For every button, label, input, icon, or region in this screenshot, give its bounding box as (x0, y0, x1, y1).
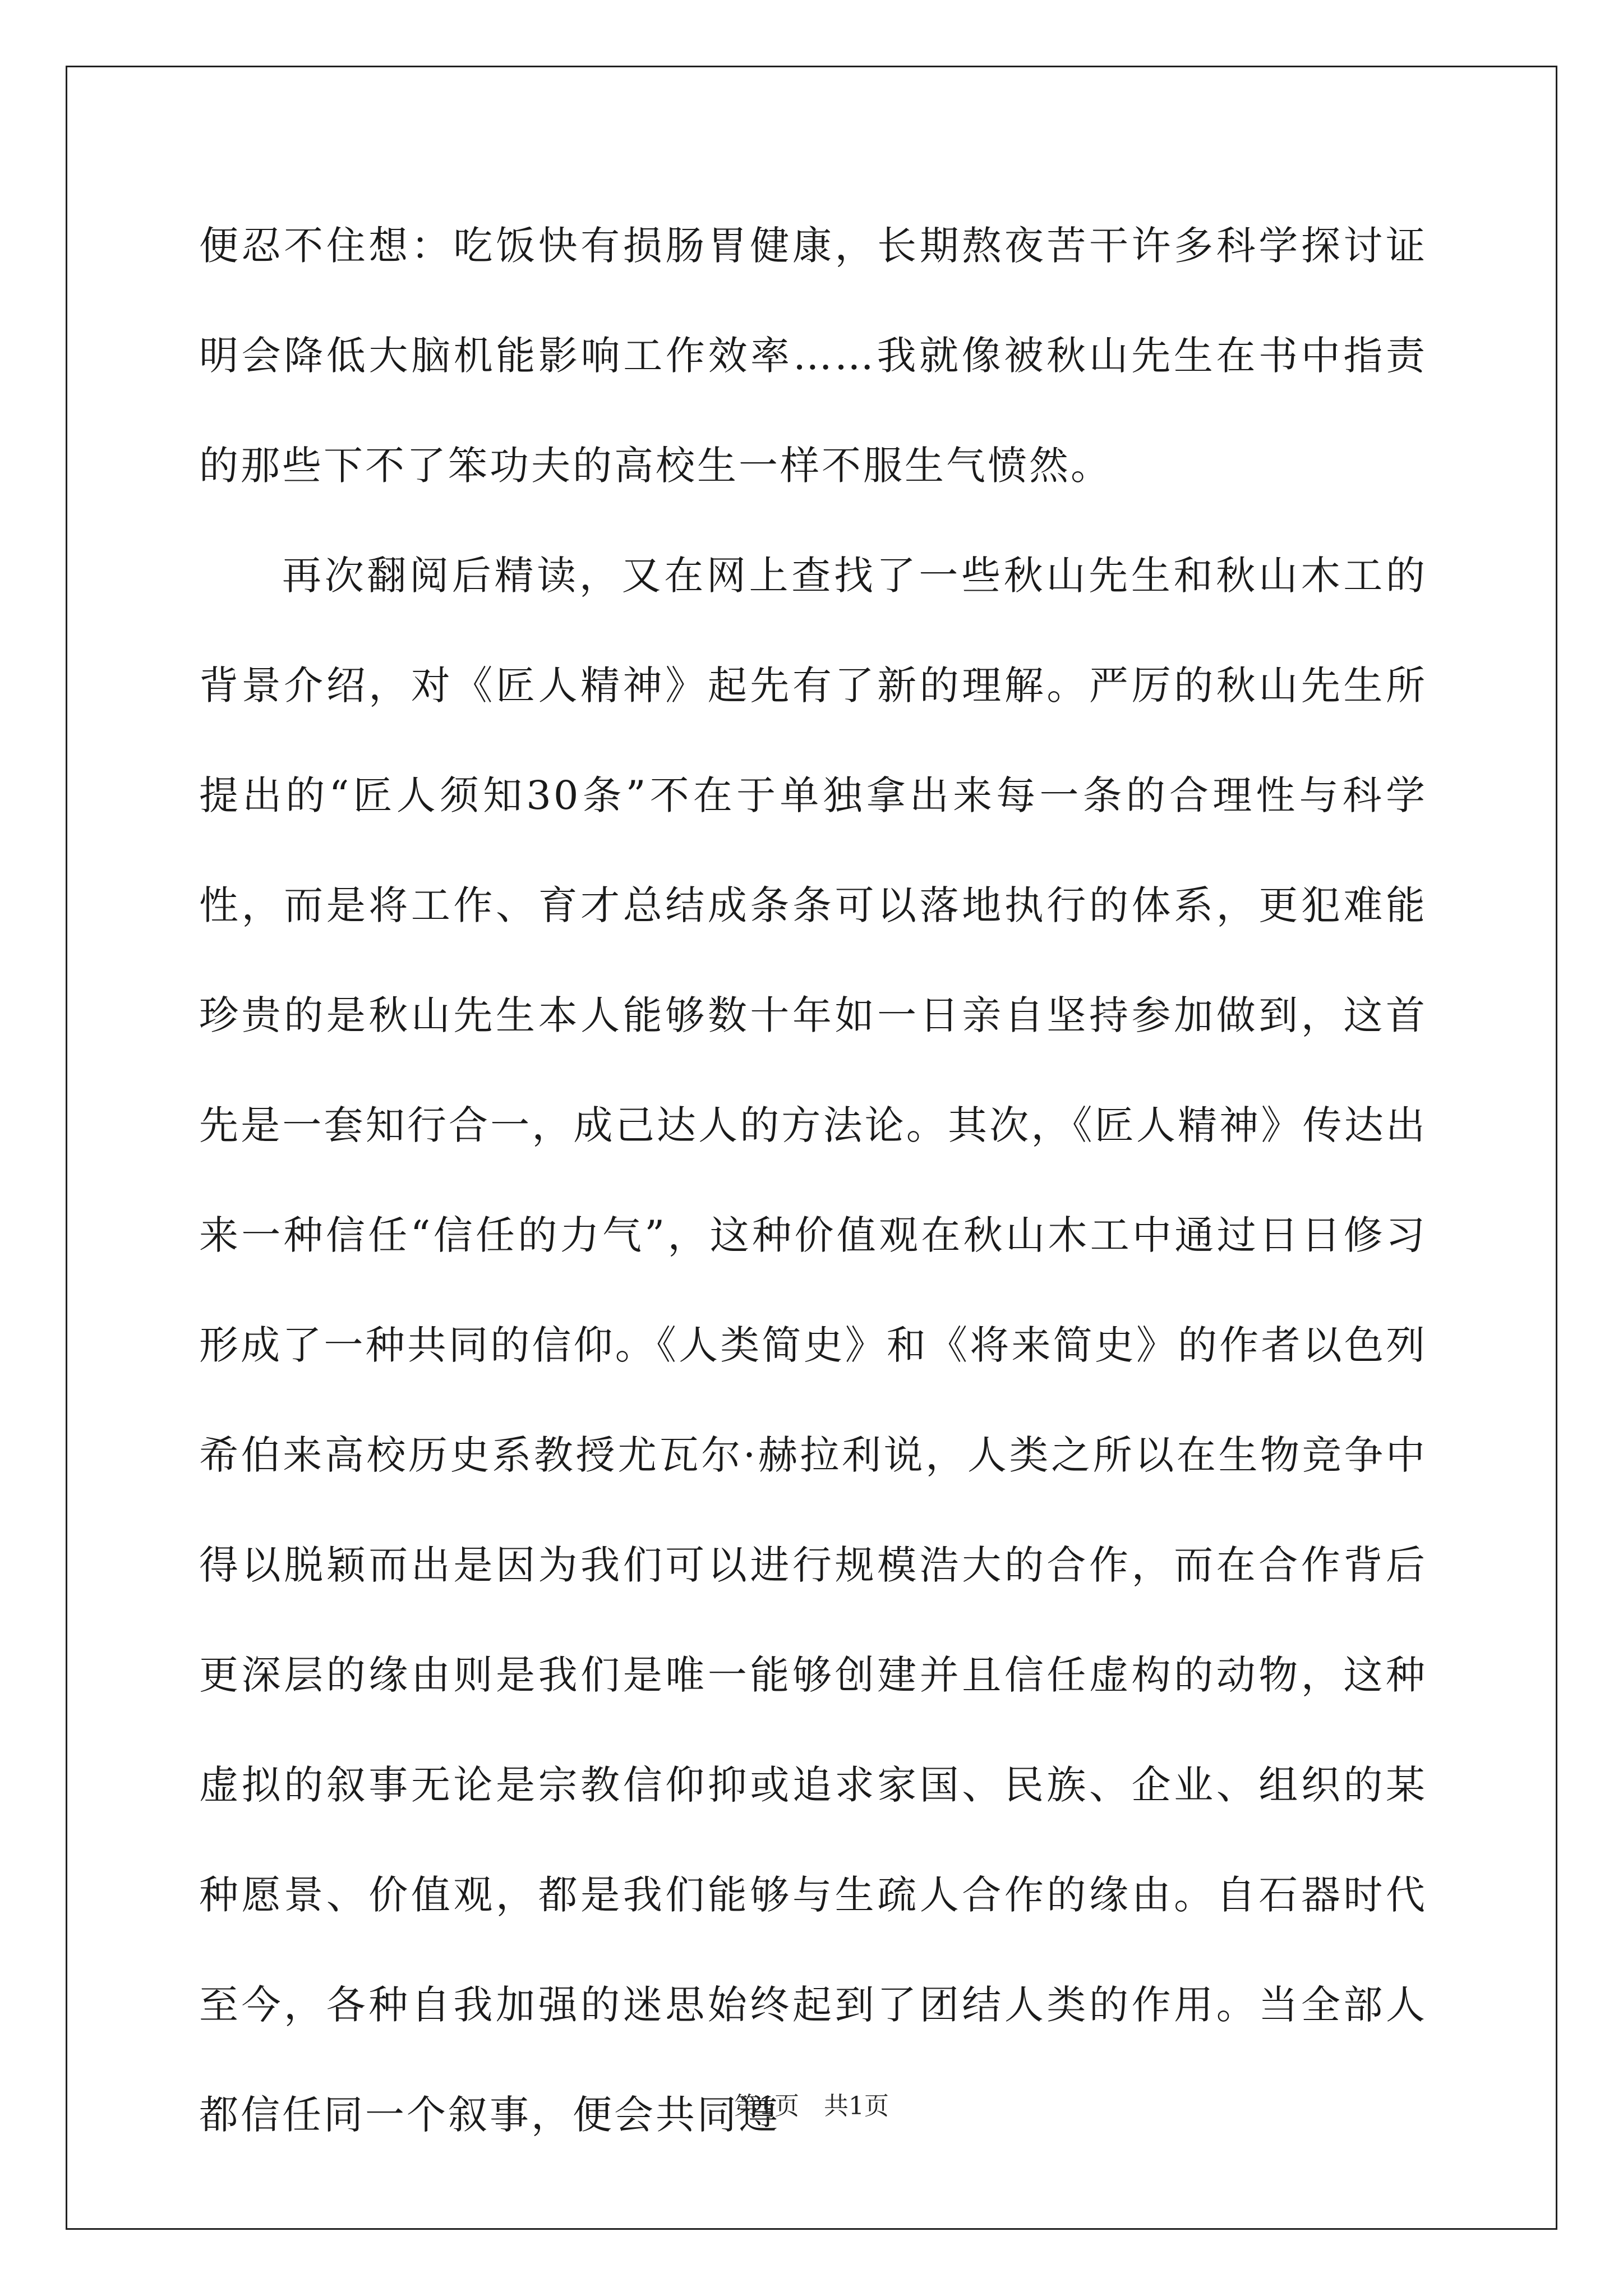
page-number-footer: 第1页 共1页 (734, 2092, 889, 2120)
document-body (199, 191, 1427, 2170)
paragraph-2: 再次翻阅后精读，又在网上查找了一些秋山先生和秋山木工的背景介绍，对《匠人精神》起先有了新的理解。严厉的秋山先生所提出的“匠人须知30条”不在于单独拿出来每一条的合理性与科学性，而是将工作、育才总结成条条可以落地执行的体系，更犯难能珍贵的是秋山先生本人能够数十年如一日亲自坚持参加做到，这首先是一套知行合一，成己达人的方法论。其次，《匠人精神》传达出来一种信任“信任的力气”，这种价值观在秋山木工中通过日日修习形成了一种共同的信仰。《人类简史》和《将来简史》的作者以色列希伯来高校历史系教授尤瓦尔·赫拉利说，人类之所以在生物竞争中得以脱颖而出是因为我们可以进行规模浩大的合作，而在合作背后更深层的缘由则是我们是唯一能够创建并且信任虚构的动物，这种虚拟的叙事无论是宗教信仰抑或追求家国、民族、企业、组织的某种愿景、价值观，都是我们能够与生疏人合作的缘由。自石器时代至今，各种自我加强的迷思始终起到了团结人类的作用。当全部人都信任同一个叙事，便会共同遵 (199, 553, 1427, 2138)
paragraph-1: 便忍不住想：吃饭快有损肠胃健康，长期熬夜苦干许多科学探讨证明会降低大脑机能影响工作效率……我就像被秋山先生在书中指责的那些下不了笨功夫的高校生一样不服生气愤然。 (199, 223, 1427, 489)
